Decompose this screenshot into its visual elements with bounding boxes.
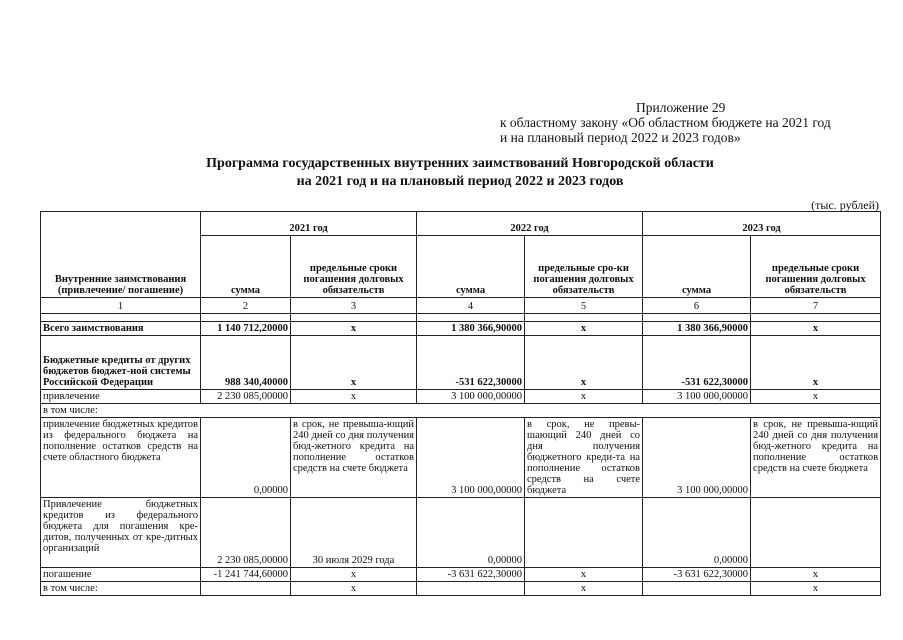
row-label: Бюджетные кредиты от других бюджетов бюджет-ной системы Российской Федерации <box>41 336 201 390</box>
table-row-budget-credits <box>41 336 881 390</box>
sum-2022: -3 631 622,30000 <box>417 568 525 582</box>
terms-2022: x <box>525 322 643 336</box>
sum-2021: 1 140 712,20000 <box>201 322 291 336</box>
title-line-2: на 2021 год и на плановый период 2022 и 2023 годов <box>296 174 624 189</box>
sum-2021: 0,00000 <box>201 418 291 498</box>
terms-2023: в срок, не превыша-ющий 240 дней со дня получения бюд-жетного кредита на пополнение остатков средств на счете бюджета <box>751 418 881 498</box>
row-label: погашение <box>41 568 201 582</box>
column-number: 7 <box>751 298 881 314</box>
table-row-repayment <box>41 568 881 582</box>
title-line-1: Программа государственных внутренних заимствований Новгородской области <box>206 156 714 171</box>
header-year-2021: 2021 год <box>201 212 417 236</box>
row-label: Привлечение бюджетных кредитов из федерального бюджета для погашения кре-дитов, полученных от кре-дитных организаций <box>41 498 201 568</box>
header-terms-2022: предельные сро-ки погашения долговых обязательств <box>525 236 643 298</box>
document-title <box>40 155 880 191</box>
terms-2023: x <box>751 582 881 596</box>
terms-2022: x <box>525 390 643 404</box>
sum-2022: 3 100 000,00000 <box>417 390 525 404</box>
sum-2023: 0,00000 <box>643 498 751 568</box>
column-number: 1 <box>41 298 201 314</box>
terms-2022: x <box>525 582 643 596</box>
column-number: 6 <box>643 298 751 314</box>
terms-2021: 30 июля 2029 года <box>291 498 417 568</box>
sum-2023: -531 622,30000 <box>643 336 751 390</box>
appendix-law-period: и на плановый период 2022 и 2023 годов» <box>500 130 741 145</box>
column-number: 3 <box>291 298 417 314</box>
header-terms-2021: предельные сроки погашения долговых обязательств <box>291 236 417 298</box>
row-label: Всего заимствования <box>41 322 201 336</box>
header-sum-2021: сумма <box>201 236 291 298</box>
header-year-2022: 2022 год <box>417 212 643 236</box>
column-number: 5 <box>525 298 643 314</box>
appendix-law-ref: к областному закону «Об областном бюджете на 2021 год <box>500 115 831 130</box>
row-label: привлечение <box>41 390 201 404</box>
appendix-number: Приложение 29 <box>636 100 726 115</box>
sum-2022: -531 622,30000 <box>417 336 525 390</box>
header-sum-2023: сумма <box>643 236 751 298</box>
sum-2022: 0,00000 <box>417 498 525 568</box>
table-row-repayment-credits <box>41 498 881 568</box>
sum-2023: 3 100 000,00000 <box>643 418 751 498</box>
terms-2022: x <box>525 336 643 390</box>
terms-2022: в срок, не превы-шающий 240 дней со дня получения бюджетного креди-та на пополнение остатков средств на счете бюджета <box>525 418 643 498</box>
sum-2022: 1 380 366,90000 <box>417 322 525 336</box>
terms-2021: x <box>291 390 417 404</box>
sum-2023: 1 380 366,90000 <box>643 322 751 336</box>
row-label: привлечение бюджетных кредитов из федерального бюджета на пополнение остатков средств на счете областного бюджета <box>41 418 201 498</box>
header-sum-2022: сумма <box>417 236 525 298</box>
terms-2021: в срок, не превыша-ющий 240 дней со дня получения бюд-жетного кредита на пополнение остатков средств на счете бюджета <box>291 418 417 498</box>
sum-2022 <box>417 582 525 596</box>
spacer-row <box>41 314 881 322</box>
column-number: 2 <box>201 298 291 314</box>
sum-2021: 2 230 085,00000 <box>201 390 291 404</box>
appendix-note <box>500 100 890 145</box>
sum-2022: 3 100 000,00000 <box>417 418 525 498</box>
column-number: 4 <box>417 298 525 314</box>
sum-2021 <box>201 582 291 596</box>
terms-2023 <box>751 498 881 568</box>
terms-2022: x <box>525 568 643 582</box>
sum-2023: -3 631 622,30000 <box>643 568 751 582</box>
table-row-replenishment <box>41 418 881 498</box>
terms-2023: x <box>751 322 881 336</box>
terms-2021: x <box>291 568 417 582</box>
terms-2021: x <box>291 322 417 336</box>
row-label: в том числе: <box>41 404 881 418</box>
sum-2021: 2 230 085,00000 <box>201 498 291 568</box>
column-number-row <box>41 298 881 314</box>
header-borrowing-type: Внутренние заимствования (привлечение/ погашение) <box>41 212 201 298</box>
units-label: (тыс. рублей) <box>811 198 879 212</box>
borrowing-table <box>40 211 881 596</box>
sum-2021: -1 241 744,60000 <box>201 568 291 582</box>
terms-2023: x <box>751 336 881 390</box>
table-row-total <box>41 322 881 336</box>
header-terms-2023: предельные сроки погашения долговых обязательств <box>751 236 881 298</box>
terms-2023: x <box>751 390 881 404</box>
sum-2023 <box>643 582 751 596</box>
table-row-including <box>41 404 881 418</box>
sum-2021: 988 340,40000 <box>201 336 291 390</box>
terms-2022 <box>525 498 643 568</box>
terms-2021: x <box>291 336 417 390</box>
table-row-attraction <box>41 390 881 404</box>
sum-2023: 3 100 000,00000 <box>643 390 751 404</box>
header-year-2023: 2023 год <box>643 212 881 236</box>
table-row-including-repayment <box>41 582 881 596</box>
terms-2021: x <box>291 582 417 596</box>
row-label: в том числе: <box>41 582 201 596</box>
terms-2023: x <box>751 568 881 582</box>
